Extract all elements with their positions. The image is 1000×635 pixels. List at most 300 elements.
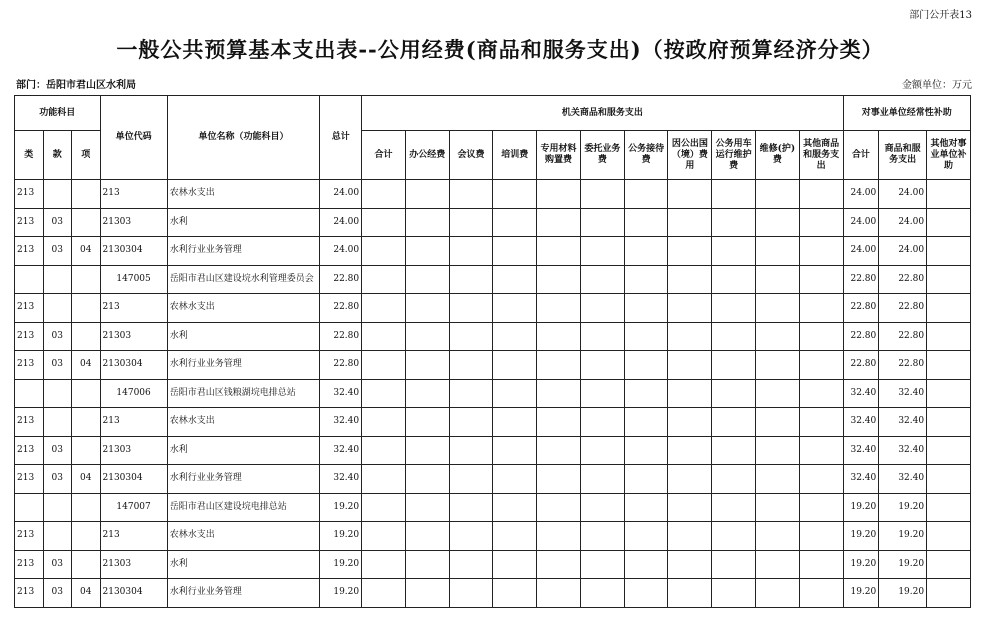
- cell-sub-goods: 22.80: [879, 265, 927, 294]
- cell-empty: [668, 180, 712, 209]
- cell-empty: [537, 351, 581, 380]
- cell-kuan: [43, 522, 72, 551]
- cell-empty: [449, 522, 493, 551]
- cell-unit-name: 水利: [167, 208, 320, 237]
- cell-empty: [756, 522, 800, 551]
- cell-unit-name: 岳阳市君山区钱粮湖垸电排总站: [167, 379, 320, 408]
- table-row: [15, 180, 971, 209]
- budget-table: [14, 95, 971, 608]
- cell-empty: [712, 579, 756, 608]
- cell-sub-other: [927, 180, 971, 209]
- cell-empty: [405, 351, 449, 380]
- cell-total: 24.00: [320, 180, 362, 209]
- cell-empty: [712, 237, 756, 266]
- table-row: [15, 493, 971, 522]
- cell-sub-other: [927, 550, 971, 579]
- amount-unit-label: 金额单位：万元: [902, 80, 972, 91]
- cell-empty: [799, 436, 843, 465]
- cell-empty: [449, 493, 493, 522]
- cell-empty: [668, 351, 712, 380]
- cell-empty: [756, 351, 800, 380]
- table-row: [15, 351, 971, 380]
- cell-empty: [668, 522, 712, 551]
- cell-xiang: [72, 379, 101, 408]
- cell-empty: [405, 265, 449, 294]
- cell-xiang: [72, 294, 101, 323]
- cell-empty: [799, 208, 843, 237]
- cell-empty: [624, 579, 668, 608]
- cell-unit-name: 水利: [167, 550, 320, 579]
- cell-sub-goods: 32.40: [879, 436, 927, 465]
- header-unit-name: 单位名称（功能科目）: [167, 96, 320, 180]
- department-label: 部门：岳阳市君山区水利局: [16, 80, 136, 91]
- cell-lei: 213: [15, 294, 44, 323]
- header-meeting: 会议费: [449, 131, 493, 180]
- cell-sub-other: [927, 436, 971, 465]
- cell-empty: [624, 351, 668, 380]
- cell-lei: 213: [15, 436, 44, 465]
- cell-lei: [15, 265, 44, 294]
- cell-empty: [712, 351, 756, 380]
- cell-empty: [493, 351, 537, 380]
- cell-empty: [537, 493, 581, 522]
- cell-empty: [580, 237, 624, 266]
- cell-empty: [493, 493, 537, 522]
- cell-empty: [624, 322, 668, 351]
- cell-lei: 213: [15, 550, 44, 579]
- cell-empty: [362, 436, 406, 465]
- cell-empty: [756, 180, 800, 209]
- cell-sub-sum: 24.00: [843, 237, 879, 266]
- cell-empty: [580, 180, 624, 209]
- cell-sub-other: [927, 322, 971, 351]
- cell-empty: [449, 237, 493, 266]
- cell-empty: [537, 237, 581, 266]
- header-materials: 专用材料购置费: [537, 131, 581, 180]
- cell-sub-other: [927, 408, 971, 437]
- cell-unit-name: 水利行业业务管理: [167, 465, 320, 494]
- header-total: 总计: [320, 96, 362, 180]
- cell-sub-goods: 32.40: [879, 408, 927, 437]
- cell-empty: [405, 208, 449, 237]
- cell-empty: [712, 436, 756, 465]
- cell-total: 32.40: [320, 408, 362, 437]
- cell-sub-sum: 22.80: [843, 294, 879, 323]
- cell-empty: [668, 436, 712, 465]
- header-org-goods: 机关商品和服务支出: [362, 96, 844, 131]
- cell-empty: [756, 208, 800, 237]
- cell-unit-name: 岳阳市君山区建设垸水利管理委员会: [167, 265, 320, 294]
- cell-kuan: [43, 265, 72, 294]
- cell-empty: [580, 493, 624, 522]
- cell-empty: [668, 579, 712, 608]
- cell-unit-name: 水利行业业务管理: [167, 237, 320, 266]
- header-sub-sum: 合计: [843, 131, 879, 180]
- cell-sub-sum: 22.80: [843, 265, 879, 294]
- cell-empty: [580, 579, 624, 608]
- cell-xiang: [72, 493, 101, 522]
- cell-empty: [493, 436, 537, 465]
- cell-empty: [668, 550, 712, 579]
- cell-sub-sum: 32.40: [843, 408, 879, 437]
- cell-empty: [799, 379, 843, 408]
- cell-sub-goods: 22.80: [879, 351, 927, 380]
- cell-empty: [712, 465, 756, 494]
- cell-empty: [362, 208, 406, 237]
- header-xiang: 项: [72, 131, 101, 180]
- cell-kuan: 03: [43, 550, 72, 579]
- cell-empty: [449, 294, 493, 323]
- cell-total: 24.00: [320, 208, 362, 237]
- table-row: [15, 237, 971, 266]
- cell-empty: [668, 379, 712, 408]
- table-row: [15, 379, 971, 408]
- cell-empty: [624, 436, 668, 465]
- cell-sub-sum: 22.80: [843, 322, 879, 351]
- cell-empty: [405, 408, 449, 437]
- cell-empty: [799, 322, 843, 351]
- cell-empty: [449, 208, 493, 237]
- cell-total: 19.20: [320, 550, 362, 579]
- cell-xiang: 04: [72, 465, 101, 494]
- cell-total: 32.40: [320, 465, 362, 494]
- table-row: [15, 208, 971, 237]
- cell-empty: [668, 237, 712, 266]
- cell-empty: [712, 322, 756, 351]
- cell-empty: [449, 465, 493, 494]
- cell-empty: [624, 493, 668, 522]
- cell-empty: [362, 493, 406, 522]
- cell-total: 19.20: [320, 579, 362, 608]
- cell-unit-code: 213: [100, 408, 167, 437]
- cell-empty: [449, 436, 493, 465]
- header-col-sum: 合计: [362, 131, 406, 180]
- cell-empty: [580, 294, 624, 323]
- cell-empty: [449, 351, 493, 380]
- cell-empty: [580, 522, 624, 551]
- cell-sub-other: [927, 522, 971, 551]
- cell-empty: [756, 493, 800, 522]
- header-vehicle: 公务用车运行维护费: [712, 131, 756, 180]
- header-sub-other: 其他对事业单位补助: [927, 131, 971, 180]
- cell-total: 22.80: [320, 351, 362, 380]
- cell-sub-goods: 24.00: [879, 208, 927, 237]
- cell-sub-other: [927, 294, 971, 323]
- cell-empty: [449, 322, 493, 351]
- cell-lei: 213: [15, 208, 44, 237]
- cell-lei: 213: [15, 408, 44, 437]
- cell-empty: [624, 408, 668, 437]
- cell-empty: [624, 294, 668, 323]
- cell-empty: [624, 180, 668, 209]
- cell-empty: [405, 436, 449, 465]
- table-row: [15, 579, 971, 608]
- cell-empty: [624, 550, 668, 579]
- cell-sub-sum: 32.40: [843, 465, 879, 494]
- cell-total: 22.80: [320, 265, 362, 294]
- cell-sub-sum: 22.80: [843, 351, 879, 380]
- cell-empty: [712, 493, 756, 522]
- cell-empty: [405, 522, 449, 551]
- cell-unit-code: 21303: [100, 322, 167, 351]
- cell-xiang: [72, 436, 101, 465]
- cell-unit-name: 岳阳市君山区建设垸电排总站: [167, 493, 320, 522]
- cell-empty: [624, 465, 668, 494]
- cell-empty: [668, 294, 712, 323]
- cell-unit-code: 213: [100, 180, 167, 209]
- cell-total: 32.40: [320, 436, 362, 465]
- cell-empty: [668, 265, 712, 294]
- table-row: [15, 408, 971, 437]
- cell-empty: [580, 265, 624, 294]
- cell-empty: [362, 322, 406, 351]
- cell-empty: [712, 208, 756, 237]
- cell-unit-name: 水利: [167, 322, 320, 351]
- cell-sub-other: [927, 265, 971, 294]
- cell-sub-goods: 32.40: [879, 379, 927, 408]
- cell-empty: [668, 408, 712, 437]
- cell-sub-sum: 32.40: [843, 436, 879, 465]
- cell-empty: [449, 408, 493, 437]
- cell-sub-goods: 19.20: [879, 579, 927, 608]
- cell-sub-other: [927, 465, 971, 494]
- cell-empty: [712, 379, 756, 408]
- cell-kuan: 03: [43, 579, 72, 608]
- cell-sub-goods: 19.20: [879, 550, 927, 579]
- cell-empty: [362, 408, 406, 437]
- cell-empty: [580, 465, 624, 494]
- header-subsidy: 对事业单位经常性补助: [843, 96, 970, 131]
- header-repair: 维修(护)费: [756, 131, 800, 180]
- cell-empty: [537, 465, 581, 494]
- cell-empty: [580, 408, 624, 437]
- cell-total: 22.80: [320, 322, 362, 351]
- cell-empty: [580, 208, 624, 237]
- cell-unit-code: 21303: [100, 208, 167, 237]
- cell-empty: [799, 408, 843, 437]
- cell-sub-goods: 32.40: [879, 465, 927, 494]
- cell-empty: [362, 522, 406, 551]
- cell-unit-code: 2130304: [100, 351, 167, 380]
- cell-empty: [712, 550, 756, 579]
- cell-unit-name: 农林水支出: [167, 180, 320, 209]
- cell-empty: [493, 237, 537, 266]
- cell-sub-other: [927, 379, 971, 408]
- cell-empty: [493, 408, 537, 437]
- cell-lei: 213: [15, 180, 44, 209]
- cell-empty: [493, 522, 537, 551]
- cell-lei: 213: [15, 322, 44, 351]
- table-row: [15, 294, 971, 323]
- cell-empty: [362, 550, 406, 579]
- cell-empty: [493, 180, 537, 209]
- cell-sub-other: [927, 351, 971, 380]
- cell-empty: [756, 465, 800, 494]
- cell-kuan: [43, 493, 72, 522]
- cell-empty: [756, 408, 800, 437]
- cell-empty: [799, 550, 843, 579]
- cell-kuan: 03: [43, 351, 72, 380]
- cell-empty: [712, 180, 756, 209]
- cell-empty: [668, 208, 712, 237]
- cell-empty: [493, 550, 537, 579]
- cell-empty: [493, 379, 537, 408]
- cell-empty: [493, 294, 537, 323]
- cell-sub-goods: 24.00: [879, 237, 927, 266]
- cell-xiang: [72, 322, 101, 351]
- cell-empty: [799, 522, 843, 551]
- cell-unit-name: 水利行业业务管理: [167, 579, 320, 608]
- cell-empty: [580, 322, 624, 351]
- cell-unit-code: 2130304: [100, 579, 167, 608]
- cell-empty: [624, 379, 668, 408]
- cell-empty: [493, 208, 537, 237]
- header-training: 培训费: [493, 131, 537, 180]
- cell-empty: [756, 237, 800, 266]
- cell-empty: [493, 322, 537, 351]
- cell-empty: [537, 265, 581, 294]
- cell-empty: [799, 265, 843, 294]
- cell-empty: [449, 379, 493, 408]
- cell-empty: [537, 436, 581, 465]
- cell-sub-sum: 32.40: [843, 379, 879, 408]
- cell-unit-name: 农林水支出: [167, 408, 320, 437]
- cell-lei: 213: [15, 237, 44, 266]
- cell-empty: [493, 579, 537, 608]
- cell-kuan: [43, 180, 72, 209]
- cell-unit-code: 21303: [100, 436, 167, 465]
- header-lei: 类: [15, 131, 44, 180]
- cell-empty: [405, 493, 449, 522]
- cell-sub-other: [927, 579, 971, 608]
- cell-empty: [493, 265, 537, 294]
- cell-total: 32.40: [320, 379, 362, 408]
- cell-empty: [362, 180, 406, 209]
- cell-sub-goods: 19.20: [879, 522, 927, 551]
- cell-unit-name: 农林水支出: [167, 522, 320, 551]
- cell-unit-name: 水利行业业务管理: [167, 351, 320, 380]
- cell-empty: [449, 550, 493, 579]
- cell-sub-sum: 19.20: [843, 493, 879, 522]
- cell-empty: [799, 493, 843, 522]
- cell-kuan: [43, 294, 72, 323]
- cell-empty: [624, 208, 668, 237]
- cell-unit-code: 147007: [100, 493, 167, 522]
- cell-empty: [449, 265, 493, 294]
- cell-xiang: [72, 208, 101, 237]
- cell-empty: [537, 408, 581, 437]
- cell-kuan: 03: [43, 237, 72, 266]
- header-unit-code: 单位代码: [100, 96, 167, 180]
- header-reception: 公务接待费: [624, 131, 668, 180]
- cell-empty: [537, 294, 581, 323]
- cell-empty: [537, 550, 581, 579]
- cell-xiang: [72, 550, 101, 579]
- cell-sub-other: [927, 237, 971, 266]
- cell-sub-goods: 24.00: [879, 180, 927, 209]
- table-row: [15, 265, 971, 294]
- table-row: [15, 522, 971, 551]
- cell-empty: [537, 379, 581, 408]
- cell-empty: [537, 579, 581, 608]
- cell-empty: [362, 579, 406, 608]
- cell-xiang: 04: [72, 351, 101, 380]
- cell-empty: [405, 550, 449, 579]
- cell-empty: [799, 579, 843, 608]
- cell-sub-sum: 19.20: [843, 550, 879, 579]
- cell-kuan: [43, 379, 72, 408]
- cell-empty: [405, 579, 449, 608]
- cell-lei: 213: [15, 579, 44, 608]
- cell-empty: [668, 322, 712, 351]
- cell-empty: [756, 436, 800, 465]
- cell-unit-code: 213: [100, 522, 167, 551]
- cell-total: 19.20: [320, 493, 362, 522]
- cell-empty: [537, 208, 581, 237]
- form-reference: 部门公开表13: [909, 10, 972, 21]
- cell-empty: [580, 550, 624, 579]
- cell-empty: [449, 180, 493, 209]
- header-office: 办公经费: [405, 131, 449, 180]
- cell-empty: [580, 436, 624, 465]
- header-other-goods: 其他商品和服务支出: [799, 131, 843, 180]
- cell-xiang: 04: [72, 237, 101, 266]
- cell-empty: [493, 465, 537, 494]
- cell-xiang: [72, 408, 101, 437]
- cell-unit-code: 147006: [100, 379, 167, 408]
- cell-empty: [756, 294, 800, 323]
- header-abroad: 因公出国（境）费用: [668, 131, 712, 180]
- cell-sub-sum: 19.20: [843, 522, 879, 551]
- cell-unit-code: 147005: [100, 265, 167, 294]
- cell-empty: [756, 379, 800, 408]
- cell-total: 22.80: [320, 294, 362, 323]
- cell-sub-sum: 24.00: [843, 180, 879, 209]
- cell-unit-name: 农林水支出: [167, 294, 320, 323]
- cell-lei: [15, 493, 44, 522]
- header-kuan: 款: [43, 131, 72, 180]
- cell-empty: [624, 265, 668, 294]
- cell-empty: [405, 322, 449, 351]
- cell-sub-sum: 24.00: [843, 208, 879, 237]
- cell-empty: [405, 379, 449, 408]
- cell-empty: [712, 265, 756, 294]
- cell-kuan: 03: [43, 465, 72, 494]
- cell-sub-goods: 19.20: [879, 493, 927, 522]
- header-sub-goods: 商品和服务支出: [879, 131, 927, 180]
- cell-unit-code: 21303: [100, 550, 167, 579]
- cell-empty: [362, 237, 406, 266]
- cell-empty: [756, 550, 800, 579]
- cell-kuan: 03: [43, 436, 72, 465]
- cell-unit-code: 2130304: [100, 465, 167, 494]
- cell-empty: [537, 180, 581, 209]
- cell-xiang: [72, 180, 101, 209]
- cell-empty: [537, 322, 581, 351]
- cell-total: 24.00: [320, 237, 362, 266]
- cell-kuan: 03: [43, 208, 72, 237]
- table-row: [15, 550, 971, 579]
- cell-empty: [362, 379, 406, 408]
- cell-empty: [362, 351, 406, 380]
- cell-empty: [362, 294, 406, 323]
- table-row: [15, 322, 971, 351]
- cell-empty: [799, 180, 843, 209]
- cell-unit-code: 2130304: [100, 237, 167, 266]
- cell-empty: [405, 180, 449, 209]
- cell-empty: [668, 493, 712, 522]
- cell-unit-code: 213: [100, 294, 167, 323]
